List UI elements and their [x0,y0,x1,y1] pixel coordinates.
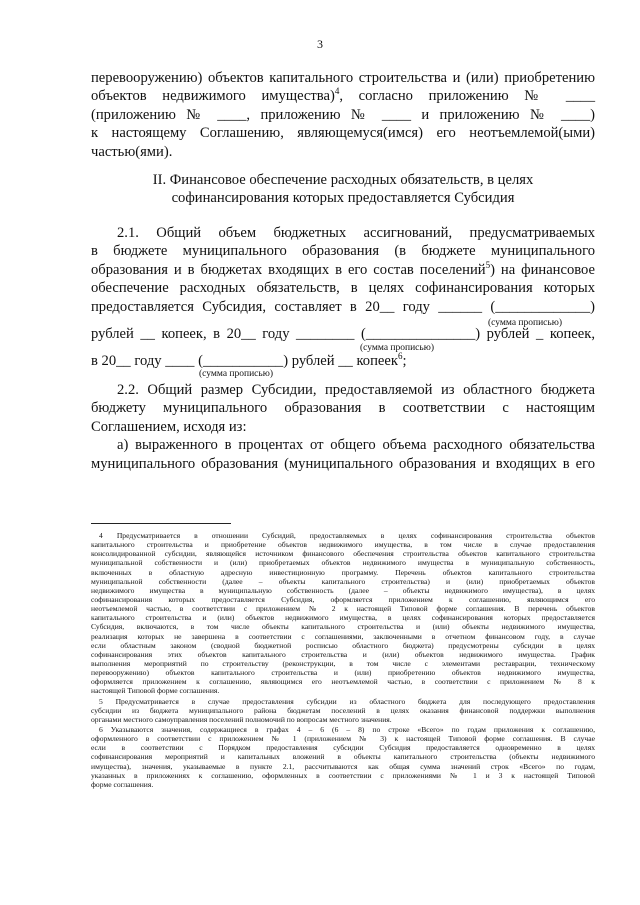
text-segment: ) на финансовое [490,261,595,278]
amount-in-words-caption: (сумма прописью) [488,318,562,328]
footnote-line: имущества), значения, указываемые в пункте 2.1, рассчитываются как общая сумма значений строк «Всего» по годам, [91,761,595,771]
opening-paragraph [91,69,595,161]
footnote-line: капитального строительства и (или) объектов недвижимого имущества, в целях софинансирования которых предоставляется [91,613,595,623]
footnote-line: включенных в областную адресную инвестиционную программу. Перечень объектов капитального строительства [91,567,595,577]
footnote-line: субсидии из бюджета муниципального района бюджетам поселений в целях оказания финансовой поддержки выполнения [91,706,595,716]
footnote-line: консолидированной субсидии, являющейся источником финансового обеспечения строительства объектов капитального строительства [91,549,595,559]
text-line: в бюджете муниципального образования (в бюджете муниципального [91,243,595,260]
footnote-line: если областным законом (сводной бюджетной росписью областного бюджета) предусмотрены субсидии в целях [91,640,595,650]
footnote-5 [91,697,595,724]
paragraph-2-1 [91,224,595,316]
footnote-line: оформленного в соответствии с приложением № 1 (приложением № 3) к настоящей Типовой форме соглашения. В случае [91,734,595,744]
text-segment: согласно приложению № ____ [358,88,596,105]
footnote-ref-5: 5 [485,259,491,270]
footnote-line: муниципальной собственности (далее – объекты капитального строительства) и (или) приобретаемых объектов [91,576,595,586]
footnote-line: оформляется приложением к соглашению, являющимся его неотъемлемой частью, в соответствии с приложением № 8 к [91,677,595,687]
text-line: обеспечение расходных обязательств, в целях софинансирования которых [91,280,595,297]
footnote-line: недвижимого имущества в муниципальную собственность (далее – объекты недвижимого имущества), в целях [91,585,595,595]
text-line: объектов недвижимого имущества)$^4$, согласно приложению № ____ [91,86,596,105]
footnote-line: перевооружению) объектов капитального строительства и (или) приобретению объектов недвижимого имущества, [91,668,595,678]
text-line: бюджету муниципального образования в соответствии с настоящим [91,400,595,417]
section-title-line: II. Финансовое обеспечение расходных обязательств, в целях [152,172,534,188]
footnote-line: софинансирования мероприятий и капитальных вложений в объекты капитального строительства (объекты недвижимого [91,752,595,762]
text-segment: в 20__ году ____ (___________) рублей __ копеек [91,353,398,369]
footnote-ref-6: 6 [397,351,403,362]
amount-in-words-caption: (сумма прописью) [199,369,273,379]
text-line: частью(ями). [91,143,173,160]
text-line: (приложению № ____, приложению № ____ и приложению № ____) [91,106,595,123]
paragraph-2-2 [91,381,595,473]
footnote-line: муниципальной собственности и (или) приобретаемых объектов недвижимого имущества в муниципальную собственность, [91,558,595,568]
footnote-4 [91,531,595,696]
footnote-line: 6 Указываются значения, содержащиеся в графах 4 – 6 (6 – 8) по строке «Всего» по годам приложения к соглашению, [99,725,595,734]
text-line: а) выраженного в процентах от общего объема расходного обязательства [117,437,595,454]
footnote-line: выполнения мероприятий по строительству (реконструкции, в том числе с элементами реставрации, техническому [91,658,595,668]
text-line: Соглашением, исходя из: [91,418,247,435]
footnote-line: неотъемлемой частью, в соответствии с приложением № 2 к настоящей Типовой форме соглашения. В перечень объектов [91,604,595,614]
page-number: 3 [317,37,323,51]
amount-in-words-caption: (сумма прописью) [360,343,434,353]
footnote-6 [91,725,595,789]
footnote-line: софинансирования этих объектов капитального строительства и (или) объектов недвижимого имущества. График [91,649,595,659]
footnote-line: если в соответствии с Порядком предоставления субсидии Субсидия предоставляется одновременно в целях [91,743,595,753]
footnote-line: 4 Предусматривается в отношении Субсидий, предоставляемых в целях софинансирования строительства объектов [99,531,595,540]
text-line: перевооружению) объектов капитального строительства и (или) приобретению [91,70,595,86]
section-title [91,171,595,208]
paragraph-2-1-end [91,352,595,370]
footnote-line: софинансирования которых предоставляется Субсидия, оформляется приложением к соглашению, являющимся его [91,594,595,604]
footnote-line: органами местного самоуправления поселений полномочий по вопросам местного значения. [91,715,392,725]
footnote-line: Субсидия, включаются, в том числе объекты капитального строительства и (или) объекты недвижимого имущества, [91,622,595,632]
text-segment: образования и в бюджетах входящих в его состав поселений [91,261,486,278]
section-title-line: софинансирования которых предоставляется Субсидия [171,190,515,207]
footnote-separator [91,523,231,524]
text-line [91,352,595,370]
footnote-line: 5 Предусматривается в случае предоставления субсидии из областного бюджета для последующего предоставления [99,697,595,706]
text-segment: ; [402,353,407,369]
text-line: предоставляется Субсидия, составляет в 20__ году ______ (_____________) [91,298,595,315]
text-line: муниципального образования (муниципального образования и входящих в его [91,455,595,472]
footnote-ref-4: 4 [334,86,340,97]
text-line: 2.1. Общий объем бюджетных ассигнований, предусматриваемых [117,225,595,241]
footnote-line: форме соглашения. [91,779,154,789]
text-line: к настоящему Соглашению, являющемуся(имся) его неотъемлемой(ыми) [91,125,595,142]
footnote-line: настоящей Типовой форме соглашения. [91,686,220,696]
text-line: 2.2. Общий размер Субсидии, предоставляемой из областного бюджета [117,382,595,398]
footnote-line: указанных в приложениях к соглашению, оформленных в соответствии с приложениями № 1 и 3 к настоящей Типовой [91,770,595,780]
paragraph-2-1-cont [91,325,595,343]
text-line: рублей __ копеек, в 20__ году ________ (_______________) рублей _ копеек, [91,326,595,342]
text-line [91,261,595,279]
footnote-line: капитального строительства и приобретение объектов недвижимого имущества, в том числе в случае предоставления [91,540,595,550]
footnote-line: реализация которых не завершена в соответствии с соглашениями, заключенными в отчетном финансовом году, в случае [91,631,595,641]
text-segment: объектов недвижимого имущества) [91,88,335,105]
